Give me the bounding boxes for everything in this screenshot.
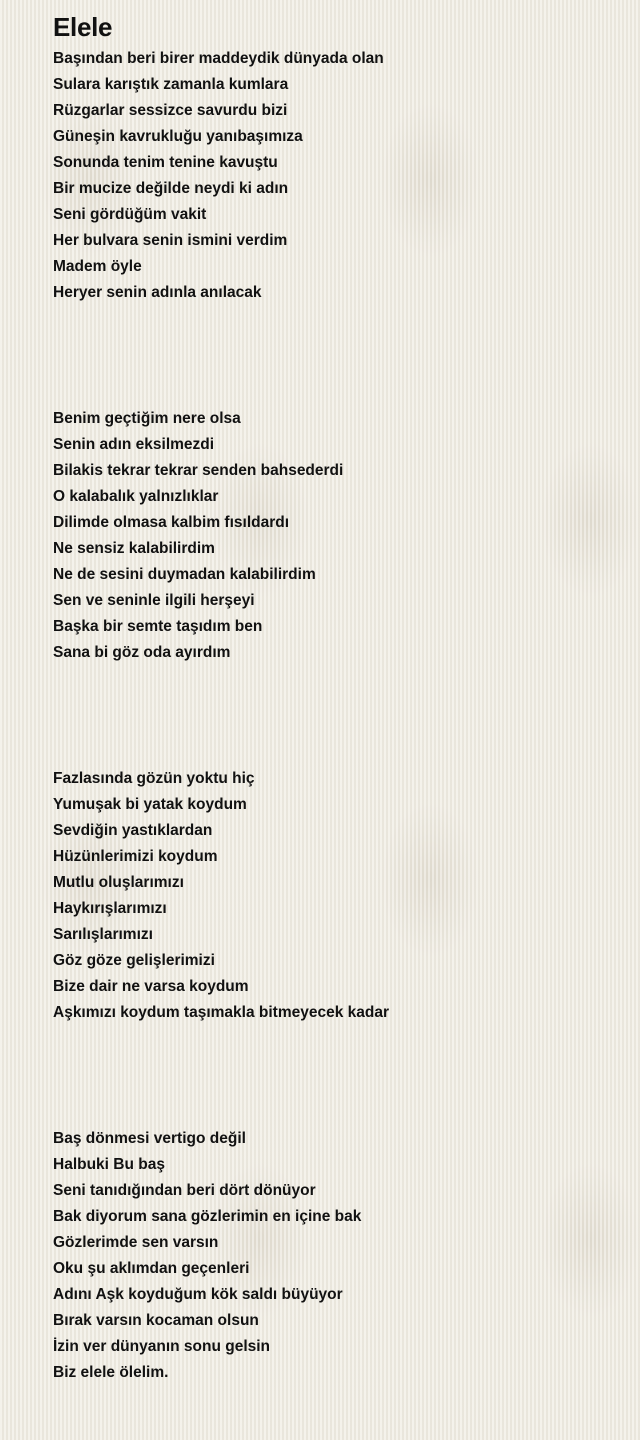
poem-line: Sarılışlarımızı bbox=[53, 926, 153, 943]
poem-line: Senin adın eksilmezdi bbox=[53, 436, 215, 453]
poem-line: Baş dönmesi vertigo değil bbox=[53, 1130, 246, 1147]
poem-title: Elele bbox=[53, 12, 113, 42]
poem-line: Heryer senin adınla anılacak bbox=[53, 284, 262, 301]
poem-line: Hüzünlerimizi koydum bbox=[53, 848, 218, 865]
poem-line: Mutlu oluşlarımızı bbox=[53, 874, 184, 891]
stanza-gap bbox=[53, 666, 640, 766]
poem-line: Adını Aşk koyduğum kök saldı büyüyor bbox=[53, 1286, 343, 1303]
poem-line: Bir mucize değilde neydi ki adın bbox=[53, 180, 289, 197]
poem-line: Madem öyle bbox=[53, 258, 142, 275]
stanza bbox=[53, 46, 640, 306]
poem-line: Gözlerimde sen varsın bbox=[53, 1234, 219, 1251]
poem-line: Başından beri birer maddeydik dünyada olan bbox=[53, 50, 384, 67]
poem-line: Sevdiğin yastıklardan bbox=[53, 822, 213, 839]
poem-line: Dilimde olmasa kalbim fısıldardı bbox=[53, 514, 290, 531]
poem-line: Rüzgarlar sessizce savurdu bizi bbox=[53, 102, 288, 119]
poem-line: Sana bi göz oda ayırdım bbox=[53, 644, 231, 661]
poem-line: Sulara karıştık zamanla kumlara bbox=[53, 76, 289, 93]
poem-line: Sonunda tenim tenine kavuştu bbox=[53, 154, 278, 171]
stanza-gap bbox=[53, 1026, 640, 1126]
stanza bbox=[53, 406, 640, 666]
stanza bbox=[53, 1126, 640, 1386]
poem-line: İzin ver dünyanın sonu gelsin bbox=[53, 1338, 271, 1355]
stanza bbox=[53, 766, 640, 1026]
poem-line: Her bulvara senin ismini verdim bbox=[53, 232, 288, 249]
poem-line: Ne sensiz kalabilirdim bbox=[53, 540, 215, 557]
poem-line: Bak diyorum sana gözlerimin en içine bak bbox=[53, 1208, 362, 1225]
poem-line: Güneşin kavrukluğu yanıbaşımıza bbox=[53, 128, 303, 145]
poem-line: Fazlasında gözün yoktu hiç bbox=[53, 770, 255, 787]
poem-line: Benim geçtiğim nere olsa bbox=[53, 410, 241, 427]
poem-line: Göz göze gelişlerimizi bbox=[53, 952, 215, 969]
poem-line: Seni gördüğüm vakit bbox=[53, 206, 207, 223]
poem-line: Halbuki Bu baş bbox=[53, 1156, 165, 1173]
poem-line: Aşkımızı koydum taşımakla bitmeyecek kadar bbox=[53, 1004, 389, 1021]
poem-line: Oku şu aklımdan geçenleri bbox=[53, 1260, 250, 1277]
stanza-gap bbox=[53, 306, 640, 406]
poem-line: O kalabalık yalnızlıklar bbox=[53, 488, 219, 505]
poem-line: Sen ve seninle ilgili herşeyi bbox=[53, 592, 255, 609]
poem-line: Biz elele ölelim. bbox=[53, 1364, 169, 1381]
poem-line: Haykırışlarımızı bbox=[53, 900, 167, 917]
poem-line: Bilakis tekrar tekrar senden bahsederdi bbox=[53, 462, 344, 479]
poem-line: Bırak varsın kocaman olsun bbox=[53, 1312, 259, 1329]
poem-line: Yumuşak bi yatak koydum bbox=[53, 796, 247, 813]
poem-body bbox=[53, 46, 640, 1386]
poem-line: Bize dair ne varsa koydum bbox=[53, 978, 249, 995]
poem-line: Seni tanıdığından beri dört dönüyor bbox=[53, 1182, 316, 1199]
poem-line: Başka bir semte taşıdım ben bbox=[53, 618, 263, 635]
poem-line: Ne de sesini duymadan kalabilirdim bbox=[53, 566, 316, 583]
